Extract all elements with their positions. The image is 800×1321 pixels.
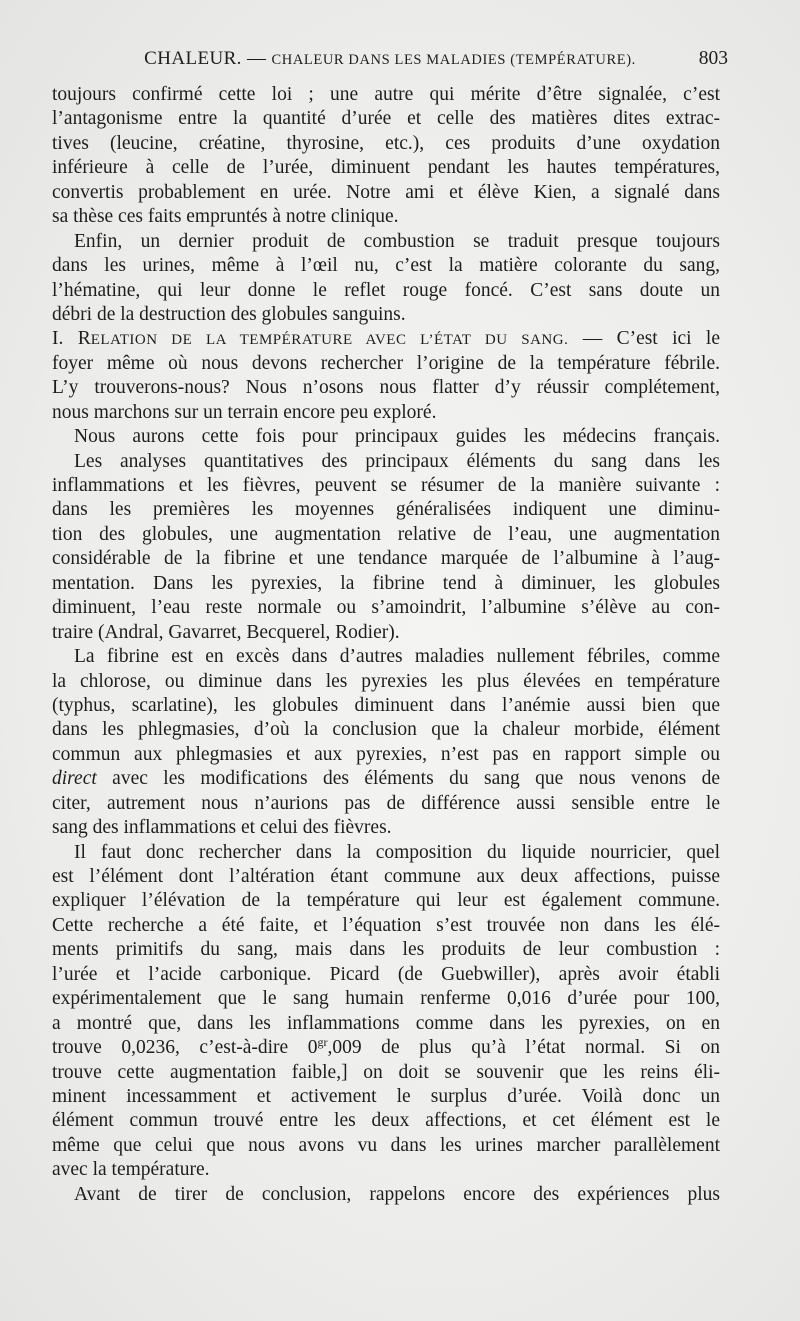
text-line: inférieure à celle de l’urée, diminuent pendant les hautes températures, [52, 157, 720, 179]
text-line [52, 767, 720, 791]
text-line: dans les urines, même à l’œil nu, c’est la matière colorante du sang, [52, 255, 720, 277]
text-line: dans les premières les moyennes généralisées indiquent une diminu- [52, 499, 720, 521]
line-text: trouve 0,0236, c’est-à-dire 0 [52, 1037, 318, 1059]
text-line: L’y trouverons-nous? Nous n’osons nous flatter d’y réussir complétement, [52, 377, 720, 399]
text-line: Avant de tirer de conclusion, rappelons encore des expériences plus [74, 1183, 720, 1205]
text-line: considérable de la fibrine et une tendance marquée de l’albumine à l’aug- [52, 548, 720, 570]
line-text: avec les modifications des éléments du sang que nous venons de [96, 768, 720, 790]
text-line: toujours confirmé cette loi ; une autre qui mérite d’être signalée, c’est [52, 84, 720, 105]
text-line: commun aux phlegmasies et aux pyrexies, n’est pas en rapport simple ou [52, 743, 720, 765]
line-text: ,009 de plus qu’à l’état normal. Si on [327, 1037, 720, 1059]
text-line: Les analyses quantitatives des principaux éléments du sang dans les [74, 450, 720, 472]
text-line: dans les phlegmasies, d’où la conclusion que la chaleur morbide, élément [52, 719, 720, 741]
section-number: I. [52, 328, 78, 350]
text-line [52, 1036, 720, 1060]
text-line: expliquer l’élévation de la température qui leur est également commune. [52, 890, 720, 912]
text-line: La fibrine est en excès dans d’autres maladies nullement fébriles, comme [74, 646, 720, 668]
text-line: Enfin, un dernier produit de combustion se traduit presque toujours [74, 230, 720, 252]
text-body [52, 83, 720, 1207]
text-line: Nous aurons cette fois pour principaux guides les médecins français. [74, 426, 720, 448]
text-line: avec la température. [52, 1159, 210, 1181]
text-line: l’urée et l’acide carbonique. Picard (de Guebwiller), après avoir établi [52, 963, 720, 985]
text-line: minent incessamment et activement le surplus d’urée. Voilà donc un [52, 1085, 720, 1107]
text-line: l’hématine, qui leur donne le reflet rouge foncé. C’est sans doute un [52, 279, 720, 301]
text-line: trouve cette augmentation faible,] on doit se souvenir que les reins éli- [52, 1061, 720, 1083]
text-line: nous marchons sur un terrain encore peu exploré. [52, 401, 437, 423]
text-line: sang des inflammations et celui des fièvres. [52, 817, 392, 839]
italic-word: direct [52, 768, 97, 790]
text-line: Il faut donc rechercher dans la composition du liquide nourricier, quel [74, 841, 720, 863]
text-line: mentation. Dans les pyrexies, la fibrine tend à diminuer, les globules [52, 572, 720, 594]
running-title [52, 48, 728, 70]
text-line: sa thèse ces faits empruntés à notre clinique. [52, 206, 399, 228]
section-heading-initial: R [77, 328, 91, 350]
text-line: convertis probablement en urée. Notre ami et élève Kien, a signalé dans [52, 181, 720, 203]
text-line: tives (leucine, créatine, thyrosine, etc.), ces produits d’une oxydation [52, 132, 720, 154]
section-heading-continuation: — C’est ici le [568, 328, 720, 350]
text-line [52, 327, 720, 351]
section-heading: ELATION DE LA TEMPÉRATURE AVEC L’ÉTAT DU SANG. [90, 332, 569, 349]
text-line: tion des globules, une augmentation relative de l’eau, une augmentation [52, 523, 720, 545]
text-line: même que celui que nous avons vu dans les urines marcher parallèlement [52, 1134, 720, 1156]
text-line: la chlorose, ou diminue dans les pyrexies les plus élevées en température [52, 670, 720, 692]
running-title-dash: — [241, 48, 272, 69]
text-line: débri de la destruction des globules sanguins. [52, 303, 406, 325]
text-line: est l’élément dont l’altération étant commune aux deux affections, puisse [52, 866, 720, 887]
text-line: traire (Andral, Gavarret, Becquerel, Rodier). [52, 621, 400, 643]
text-line: (typhus, scarlatine), les globules diminuent dans l’anémie aussi bien que [52, 694, 720, 716]
running-header [52, 48, 728, 78]
running-title-sub: CHALEUR DANS LES MALADIES (TEMPÉRATURE). [271, 52, 636, 68]
page-number: 803 [698, 48, 728, 69]
text-line: citer, autrement nous n’aurions pas de différence aussi sensible entre le [52, 792, 720, 814]
text-line: expérimentalement que le sang humain renferme 0,016 d’urée pour 100, [52, 988, 720, 1010]
unit-superscript: gr [317, 1035, 328, 1050]
text-line: a montré que, dans les inflammations comme dans les pyrexies, on en [52, 1012, 720, 1034]
text-line: foyer même où nous devons rechercher l’origine de la température fébrile. [52, 352, 720, 374]
text-line: l’antagonisme entre la quantité d’urée et celle des matières dites extrac- [52, 108, 720, 130]
running-title-main: CHALEUR. [144, 48, 242, 69]
text-line: élément commun trouvé entre les deux affections, et cet élément est le [52, 1110, 720, 1132]
text-line: Cette recherche a été faite, et l’équation s’est trouvée non dans les élé- [52, 914, 720, 936]
text-line: ments primitifs du sang, mais dans les produits de leur combustion : [52, 939, 720, 961]
text-line: inflammations et les fièvres, peuvent se résumer de la manière suivante : [52, 475, 720, 496]
text-line: diminuent, l’eau reste normale ou s’amoindrit, l’albumine s’élève au con- [52, 597, 720, 619]
